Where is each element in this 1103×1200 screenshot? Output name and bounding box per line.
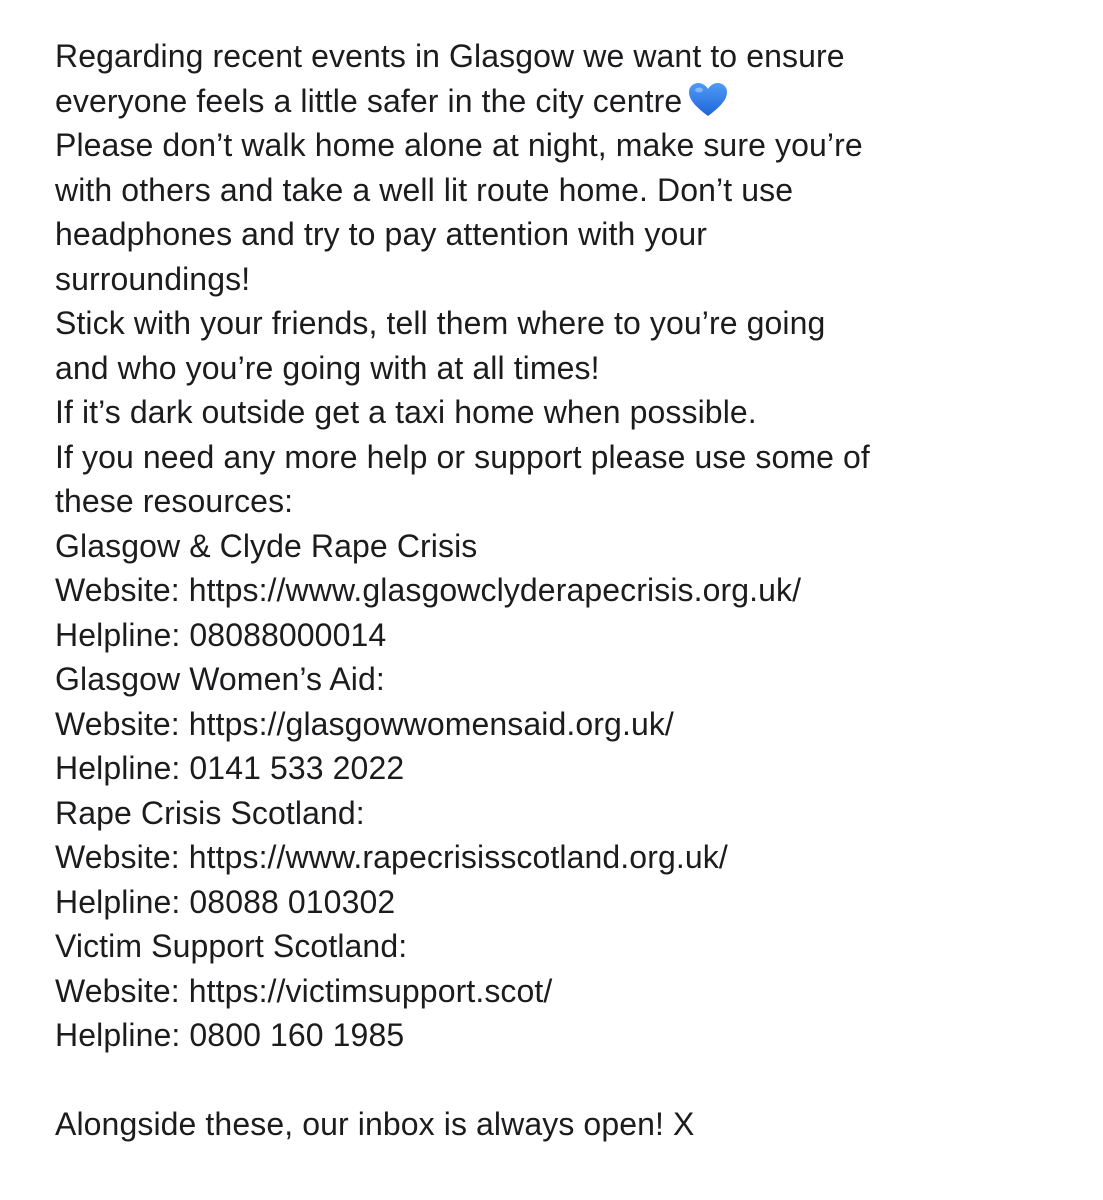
resource-helpline: Helpline: 08088000014 xyxy=(55,616,387,653)
blank-line xyxy=(55,1058,1085,1103)
resource-name: Victim Support Scotland: xyxy=(55,928,408,964)
intro-line-text: everyone feels a little safer in the city centre xyxy=(55,82,683,119)
resource-helpline: Helpline: 0800 160 1985 xyxy=(55,1017,405,1053)
advice-line: Stick with your friends, tell them where to you’re going xyxy=(55,305,826,341)
closing-line: Alongside these, our inbox is always open! X xyxy=(55,1106,695,1142)
advice-line: and who you’re going with at all times! xyxy=(55,349,600,386)
resource-website: Website: https://glasgowwomensaid.org.uk/ xyxy=(55,705,674,742)
resource-helpline: Helpline: 08088 010302 xyxy=(55,883,396,920)
advice-line: surroundings! xyxy=(55,260,251,297)
advice-line: with others and take a well lit route home. Don’t use xyxy=(55,171,794,208)
note-text xyxy=(55,34,1085,1147)
resource-website: Website: https://victimsupport.scot/ xyxy=(55,972,553,1009)
resource-name: Glasgow Women’s Aid: xyxy=(55,661,385,697)
advice-line: If you need any more help or support please use some of xyxy=(55,438,870,475)
intro-line: Regarding recent events in Glasgow we want to ensure xyxy=(55,38,845,74)
blue-heart-icon xyxy=(688,82,728,118)
resource-website: Website: https://www.glasgowclyderapecrisis.org.uk/ xyxy=(55,572,802,608)
resource-name: Glasgow & Clyde Rape Crisis xyxy=(55,527,478,564)
advice-line: If it’s dark outside get a taxi home when possible. xyxy=(55,394,757,430)
advice-line: these resources: xyxy=(55,483,294,519)
resource-helpline: Helpline: 0141 533 2022 xyxy=(55,750,405,786)
advice-line: Please don’t walk home alone at night, make sure you’re xyxy=(55,127,863,163)
advice-line: headphones and try to pay attention with your xyxy=(55,216,708,252)
resource-name: Rape Crisis Scotland: xyxy=(55,794,365,831)
intro-line-with-heart xyxy=(55,79,1085,124)
resource-website: Website: https://www.rapecrisisscotland.org.uk/ xyxy=(55,839,728,875)
